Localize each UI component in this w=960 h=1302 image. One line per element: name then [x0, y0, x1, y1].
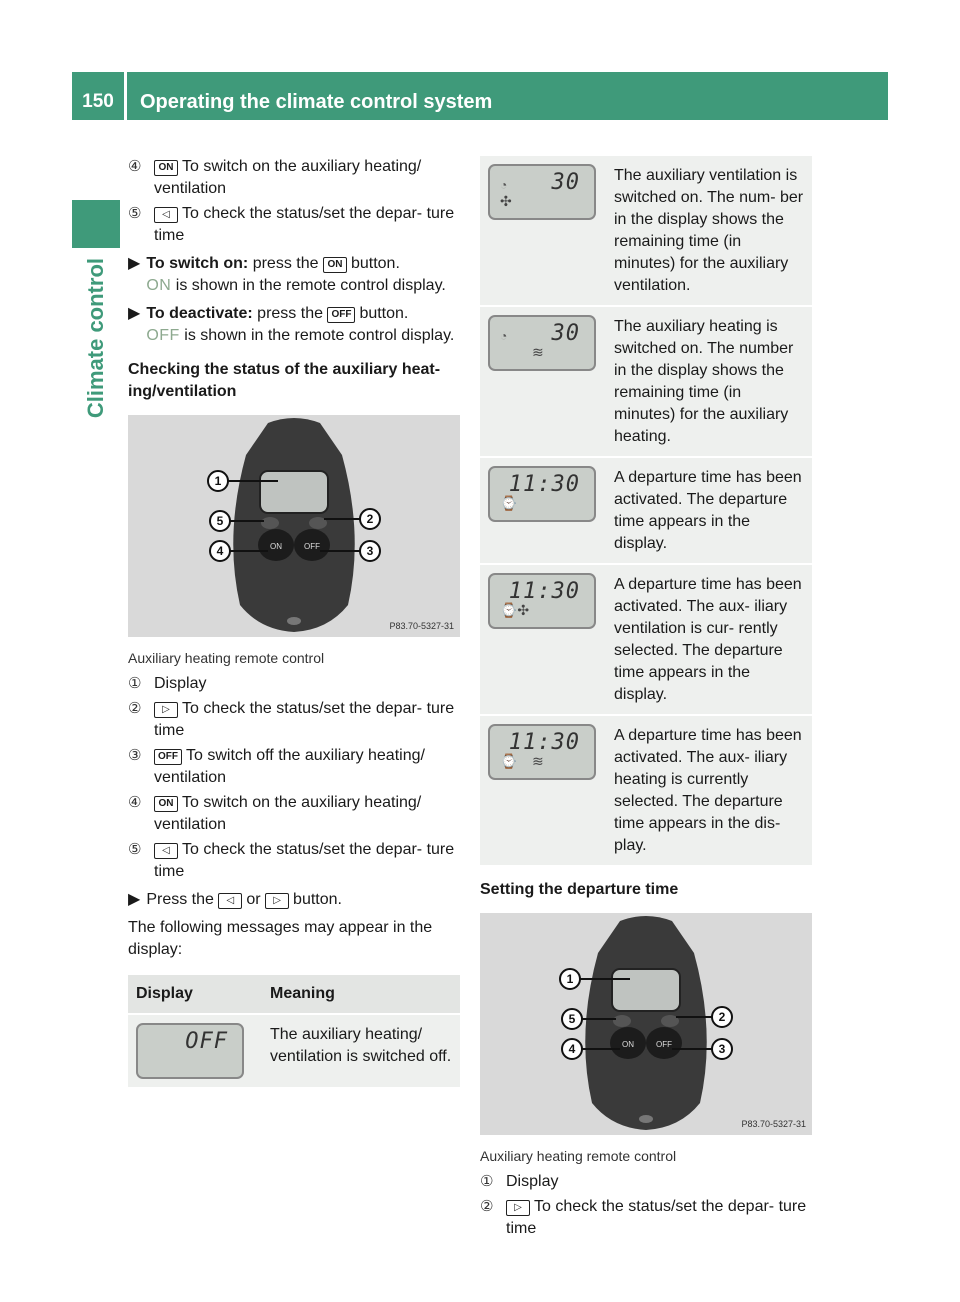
legend-item	[128, 792, 460, 836]
legend-item	[128, 839, 460, 883]
instruction-label: To deactivate:	[146, 305, 253, 322]
legend-item	[128, 698, 460, 742]
instruction-part: Press the	[146, 891, 214, 908]
display-intro-text: The following messages may appear in the display:	[128, 919, 433, 958]
lcd-digits: 11:30	[508, 472, 580, 497]
meaning-cell	[606, 457, 812, 564]
fan-icon: ✣	[500, 193, 512, 209]
remote-control-photo	[128, 415, 460, 637]
callout-3: 3	[718, 1042, 726, 1056]
right-column	[480, 156, 812, 1243]
display-cell	[480, 457, 606, 564]
instruction-note: is shown in the remote control display.	[184, 327, 455, 344]
table-row	[128, 1014, 460, 1087]
table-header-row	[128, 975, 460, 1014]
display-cell	[480, 715, 606, 865]
item-description: To check the status/set the depar- ture time	[154, 205, 455, 244]
display-messages-table	[128, 975, 460, 1087]
column-header-meaning: Meaning	[262, 975, 460, 1014]
legend-item	[128, 156, 460, 200]
lcd-display	[488, 724, 596, 780]
meaning-text: A departure time has been activated. The aux- iliary ventilation is cur- rently selected. The departure time appears in the display.	[614, 576, 802, 703]
instruction-part: button.	[293, 891, 342, 908]
legend-item	[128, 673, 460, 695]
meaning-cell	[606, 715, 812, 865]
display-cell	[480, 156, 606, 306]
meaning-text: The auxiliary heating/ ventilation is switched off.	[270, 1026, 452, 1065]
photo-off-label: OFF	[656, 1040, 672, 1049]
left-arrow-key-icon: ◁	[154, 843, 178, 859]
item-number: ①	[128, 675, 142, 692]
lcd-display	[488, 573, 596, 629]
meaning-cell	[606, 156, 812, 306]
instruction-part: button.	[359, 305, 409, 322]
item-description: To check the status/set the depar- ture time	[154, 841, 455, 880]
item-number: ③	[128, 747, 142, 764]
on-key-icon: ON	[154, 160, 178, 176]
item-description: To check the status/set the depar- ture time	[154, 700, 455, 739]
section-heading: Checking the status of the auxiliary heat- ing/ventilation	[128, 361, 441, 400]
lcd-digits: 30	[551, 321, 580, 346]
photo-caption: Auxiliary heating remote control	[128, 650, 325, 666]
remote-control-photo	[480, 913, 812, 1135]
meaning-cell	[606, 306, 812, 457]
clock-icon: ⌚	[500, 495, 518, 511]
page-title: Operating the climate control system	[140, 91, 493, 113]
right-arrow-key-icon: ▷	[506, 1200, 530, 1216]
item-text	[154, 792, 460, 836]
lcd-display	[488, 164, 596, 220]
step-arrow-icon: ▶	[128, 305, 141, 322]
lcd-digits: 30	[551, 170, 580, 195]
callout-4: 4	[216, 544, 224, 558]
page-number: 150	[82, 91, 114, 112]
item-description: To check the status/set the depar- ture time	[506, 1198, 807, 1237]
display-cell	[480, 306, 606, 457]
item-description: Display	[154, 675, 207, 692]
callout-1: 1	[566, 972, 574, 986]
item-text	[154, 839, 460, 883]
clock-icon: ⌚	[500, 753, 518, 769]
callout-2: 2	[366, 512, 374, 526]
item-text	[154, 698, 460, 742]
instruction-note: is shown in the remote control display.	[175, 277, 446, 294]
instruction-label: To switch on:	[146, 255, 249, 272]
legend-item	[480, 1171, 812, 1193]
meaning-text: A departure time has been activated. The departure time appears in the display.	[614, 469, 802, 552]
instruction-press	[128, 889, 460, 911]
display-text-on: ON	[146, 277, 172, 294]
display-text-off: OFF	[146, 327, 180, 344]
item-description: Display	[506, 1173, 559, 1190]
timer-icon: ◔	[500, 329, 508, 343]
legend-item	[128, 745, 460, 789]
photo-caption: Auxiliary heating remote control	[480, 1148, 677, 1164]
off-key-icon: OFF	[154, 749, 182, 765]
instruction-part: or	[246, 891, 261, 908]
right-arrow-key-icon: ▷	[265, 893, 289, 909]
table-row	[480, 564, 812, 715]
instruction-part: press the	[257, 305, 323, 322]
item-text	[154, 745, 460, 789]
meaning-text: The auxiliary heating is switched on. The number in the display shows the remaining time (in minutes) for the auxiliary heating.	[614, 318, 794, 445]
instruction-text	[146, 889, 460, 911]
table-row	[480, 715, 812, 865]
lcd-digits: 11:30	[508, 579, 580, 604]
on-key-icon: ON	[323, 257, 347, 273]
display-cell	[480, 564, 606, 715]
item-number: ④	[128, 158, 142, 175]
item-text	[154, 203, 460, 247]
legend-item	[128, 203, 460, 247]
meaning-text: The auxiliary ventilation is switched on. The num- ber in the display shows the remaining time (in minutes) for the auxiliary ventilation.	[614, 167, 804, 294]
item-text	[506, 1196, 812, 1240]
item-number: ⑤	[128, 205, 142, 222]
lcd-display	[488, 315, 596, 371]
table-row	[480, 306, 812, 457]
item-description: To switch off the auxiliary heating/ ventilation	[154, 747, 425, 786]
item-description: To switch on the auxiliary heating/ ventilation	[154, 158, 422, 197]
left-arrow-key-icon: ◁	[218, 893, 242, 909]
instruction-part: press the	[252, 255, 319, 272]
meaning-cell	[606, 564, 812, 715]
callout-5: 5	[216, 514, 224, 528]
header-separator	[124, 72, 127, 120]
remote-control-illustration	[128, 415, 460, 637]
heating-icon: ≋	[532, 753, 544, 769]
section-heading: Setting the departure time	[480, 881, 679, 898]
off-key-icon: OFF	[327, 307, 355, 323]
meaning-cell	[262, 1014, 460, 1087]
timer-icon: ◔	[500, 178, 508, 192]
instruction-text	[146, 253, 460, 297]
item-number: ②	[128, 700, 142, 717]
heating-icon: ≋	[532, 344, 544, 360]
callout-2: 2	[718, 1010, 726, 1024]
lcd-display	[488, 466, 596, 522]
item-number: ⑤	[128, 841, 142, 858]
item-number: ④	[128, 794, 142, 811]
photo-on-label: ON	[270, 542, 282, 551]
table-row	[480, 457, 812, 564]
display-messages-table-continued	[480, 156, 812, 865]
lcd-digits: OFF	[185, 1029, 228, 1054]
photo-off-label: OFF	[304, 542, 320, 551]
photo-reference: P83.70-5327-31	[741, 1119, 806, 1129]
photo-on-label: ON	[622, 1040, 634, 1049]
callout-3: 3	[366, 544, 374, 558]
display-cell	[128, 1014, 262, 1087]
callout-1: 1	[214, 474, 222, 488]
callout-4: 4	[568, 1042, 576, 1056]
meaning-text: A departure time has been activated. The aux- iliary heating is currently selected. The departure time appears in the dis- play.	[614, 727, 802, 854]
side-tab-marker	[72, 200, 120, 248]
instruction-switch-on	[128, 253, 460, 297]
left-column	[128, 156, 460, 1087]
step-arrow-icon: ▶	[128, 255, 141, 272]
side-section-label	[72, 258, 120, 658]
instruction-part: button.	[350, 255, 400, 272]
item-text	[154, 156, 460, 200]
remote-control-illustration	[480, 913, 812, 1135]
clock-fan-icon: ⌚✣	[500, 602, 530, 618]
lcd-display	[136, 1023, 244, 1079]
right-arrow-key-icon: ▷	[154, 702, 178, 718]
photo-reference: P83.70-5327-31	[389, 621, 454, 631]
item-description: To switch on the auxiliary heating/ ventilation	[154, 794, 422, 833]
legend-item	[480, 1196, 812, 1240]
column-header-display: Display	[128, 975, 262, 1014]
item-number: ②	[480, 1198, 494, 1215]
on-key-icon: ON	[154, 796, 178, 812]
callout-5: 5	[568, 1012, 576, 1026]
instruction-text	[146, 303, 460, 347]
item-number: ①	[480, 1173, 494, 1190]
instruction-deactivate	[128, 303, 460, 347]
step-arrow-icon: ▶	[128, 891, 141, 908]
table-row	[480, 156, 812, 306]
side-label-text: Climate control	[83, 258, 108, 419]
lcd-digits: 11:30	[508, 730, 580, 755]
left-arrow-key-icon: ◁	[154, 207, 178, 223]
